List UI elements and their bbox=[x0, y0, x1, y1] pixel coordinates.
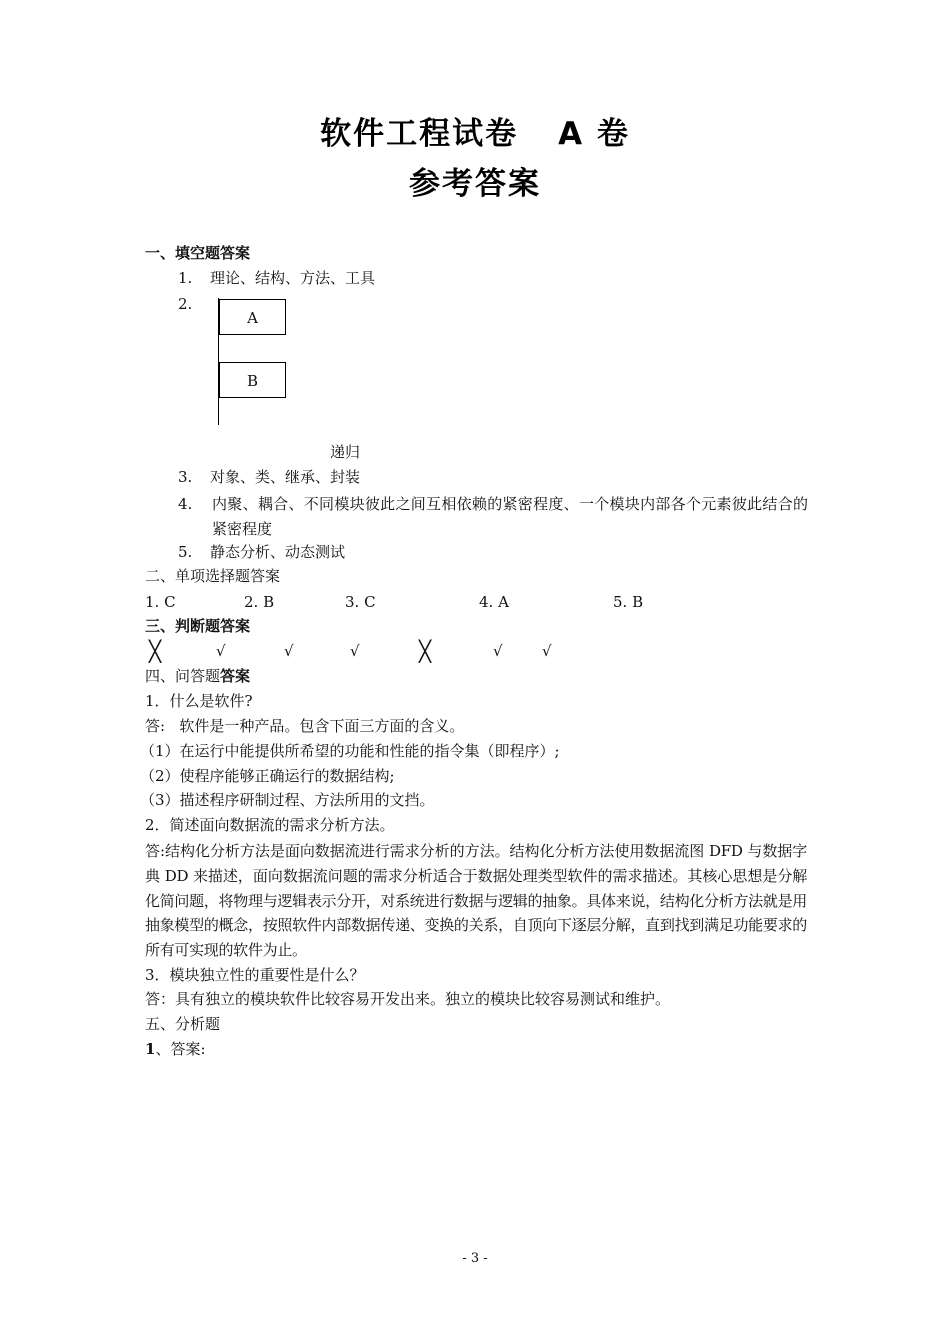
s1-item-3 bbox=[178, 467, 360, 487]
diagram-box-b: B bbox=[219, 362, 286, 398]
s4-answer-2: 答:结构化分析方法是面向数据流进行需求分析的方法。结构化分析方法使用数据流图 DFD 与数据字典 DD 来描述，面向数据流问题的需求分析适合于数据处理类型软件的需求描述。其核心思想是分解化简问题，将物理与逻辑表示分开，对系统进行数据与逻辑的抽象。具体来说，结构化分析方法就是用抽象模型的概念，按照软件内部数据传递、变换的关系，自顶向下逐层分解，直到找到满足功能要求的所有可实现的软件为止。 bbox=[145, 842, 807, 960]
s3-mark-5-cross-icon: ╳ bbox=[419, 639, 432, 663]
s3-mark-7-check-icon: √ bbox=[542, 642, 552, 660]
s1-item-1-num: 1. bbox=[178, 269, 193, 287]
s5-item-1-num: 1 bbox=[145, 1040, 156, 1058]
s1-item-3-text: 对象、类、继承、封装 bbox=[210, 468, 361, 486]
s1-item-2 bbox=[178, 294, 210, 314]
s3-mark-4-check-icon: √ bbox=[350, 642, 360, 660]
section4-heading bbox=[145, 666, 250, 686]
s3-mark-6-check-icon: √ bbox=[493, 642, 503, 660]
s2-answer-5: 5. B bbox=[613, 593, 644, 611]
s2-answer-2: 2. B bbox=[244, 593, 275, 611]
s1-item-5-text: 静态分析、动态测试 bbox=[210, 543, 346, 561]
s1-item-5-num: 5. bbox=[178, 543, 193, 561]
s2-answer-1: 1. C bbox=[145, 593, 176, 611]
s4-answer-1-point-2: （2）使程序能够正确运行的数据结构; bbox=[140, 767, 395, 785]
s1-item-5 bbox=[178, 542, 345, 562]
section2-heading: 二、单项选择题答案 bbox=[145, 567, 281, 585]
s4-question-1: 1．什么是软件? bbox=[145, 692, 253, 710]
s1-item-1-text: 理论、结构、方法、工具 bbox=[210, 269, 376, 287]
s2-answer-3: 3. C bbox=[345, 593, 376, 611]
s1-item-3-num: 3. bbox=[178, 468, 193, 486]
exam-title-main: 软件工程试卷 bbox=[320, 116, 519, 152]
s1-item-4-text: 内聚、耦合、不同模块彼此之间互相依赖的紧密程度、一个模块内部各个元素彼此结合的紧密程度 bbox=[212, 495, 808, 538]
s4-answer-1-intro: 答: 软件是一种产品。包含下面三方面的含义。 bbox=[145, 717, 465, 735]
s1-item-2-num: 2. bbox=[178, 295, 193, 313]
s5-item-1-text: 、答案: bbox=[155, 1040, 206, 1058]
s1-item-4 bbox=[178, 492, 808, 541]
section4-heading-prefix: 四、问答题 bbox=[145, 667, 221, 685]
s4-question-3: 3．模块独立性的重要性是什么？ bbox=[145, 966, 365, 984]
s3-mark-2-check-icon: √ bbox=[216, 642, 226, 660]
s1-item-4-num: 4. bbox=[178, 495, 193, 513]
s3-mark-1-cross-icon: ╳ bbox=[149, 639, 162, 663]
exam-title-suffix: A 卷 bbox=[558, 116, 630, 152]
s4-question-2: 2．简述面向数据流的需求分析方法。 bbox=[145, 816, 395, 834]
diagram-box-a: A bbox=[219, 299, 286, 335]
section5-heading: 五、分析题 bbox=[145, 1015, 221, 1033]
s5-item-1 bbox=[145, 1039, 206, 1059]
s4-answer-3: 答：具有独立的模块软件比较容易开发出来。独立的模块比较容易测试和维护。 bbox=[145, 990, 671, 1008]
diagram-caption: 递归 bbox=[330, 443, 361, 461]
s3-mark-3-check-icon: √ bbox=[284, 642, 294, 660]
page-number: - 3 - bbox=[462, 1251, 488, 1266]
s2-answer-4: 4. A bbox=[479, 593, 509, 611]
exam-subtitle: 参考答案 bbox=[409, 166, 541, 202]
exam-title bbox=[0, 108, 950, 153]
s1-item-1 bbox=[178, 268, 375, 288]
s4-answer-1-point-3: （3）描述程序研制过程、方法所用的文挡。 bbox=[140, 791, 435, 809]
s4-answer-1-point-1: （1）在运行中能提供所希望的功能和性能的指令集（即程序）; bbox=[140, 742, 560, 760]
section4-heading-suffix: 答案 bbox=[220, 667, 251, 685]
section3-heading: 三、判断题答案 bbox=[145, 617, 251, 635]
section1-heading: 一、填空题答案 bbox=[145, 244, 251, 262]
